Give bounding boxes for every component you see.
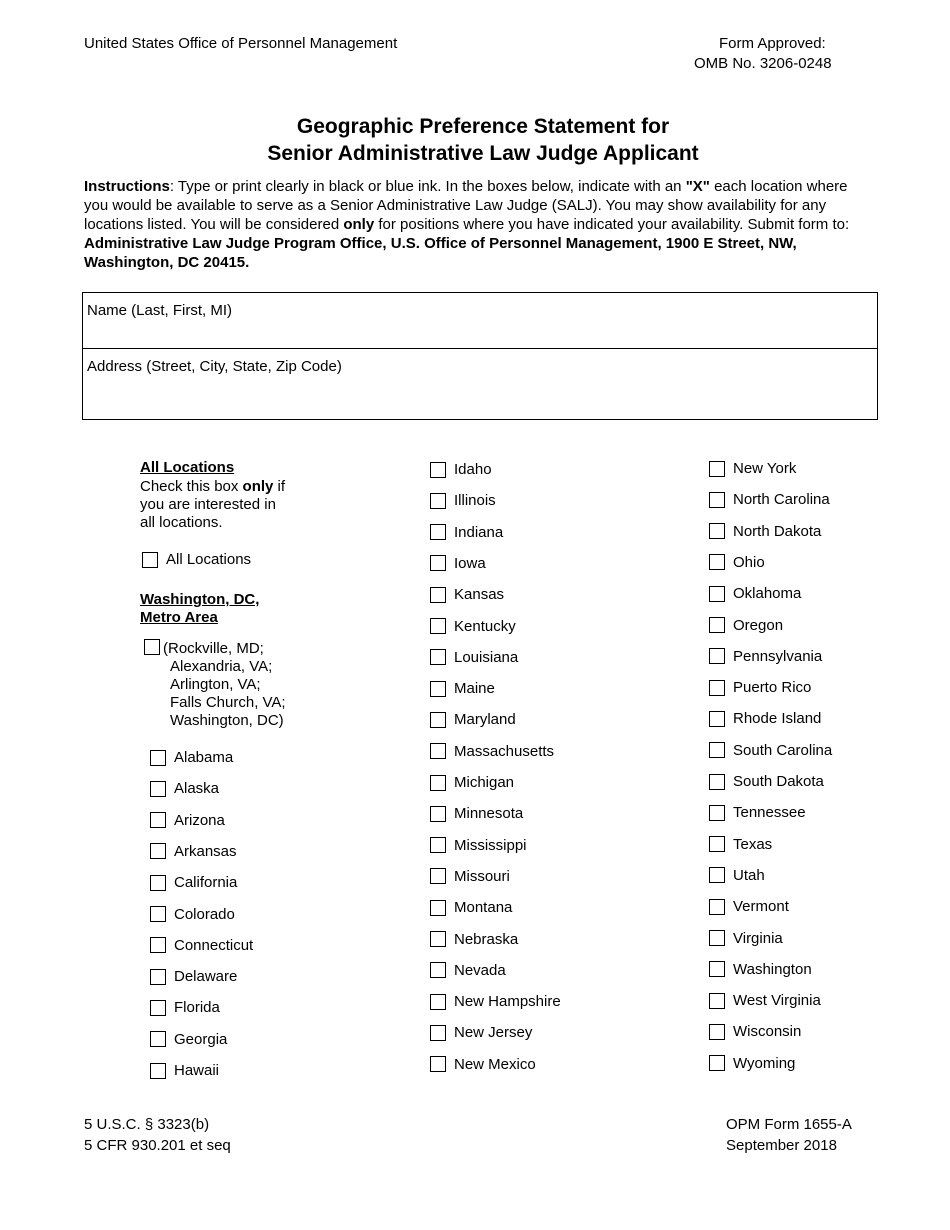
note-text-b: if	[273, 478, 286, 495]
state-label: Florida	[174, 999, 220, 1017]
state-checkbox-delaware[interactable]	[150, 969, 166, 985]
state-checkbox-new-york[interactable]	[709, 461, 725, 477]
state-label: Alabama	[174, 749, 234, 766]
state-label: Idaho	[454, 461, 492, 478]
state-option-mississippi	[430, 837, 527, 854]
state-label: Puerto Rico	[733, 679, 812, 697]
state-option-arizona	[150, 812, 225, 829]
all-locations-note	[140, 478, 285, 532]
metro-line-5: Washington, DC)	[170, 712, 284, 729]
title-line-2: Senior Administrative Law Judge Applicant	[267, 142, 699, 165]
state-checkbox-iowa[interactable]	[430, 555, 446, 571]
state-option-vermont	[709, 898, 789, 915]
state-checkbox-louisiana[interactable]	[430, 649, 446, 665]
state-option-north-carolina	[709, 491, 830, 508]
applicant-info-box	[82, 292, 878, 420]
state-label: Arkansas	[174, 842, 237, 860]
state-option-rhode-island	[709, 710, 821, 727]
state-label: Arizona	[174, 811, 225, 829]
metro-line-4: Falls Church, VA;	[170, 694, 286, 711]
footer-usc: 5 U.S.C. § 3323(b)	[84, 1116, 210, 1133]
address-label: Address (Street, City, State, Zip Code)	[87, 358, 342, 375]
metro-line-1: (Rockville, MD;	[163, 640, 264, 657]
state-option-maryland	[430, 711, 516, 728]
metro-area-locations	[163, 640, 286, 730]
state-checkbox-puerto-rico[interactable]	[709, 680, 725, 696]
state-checkbox-idaho[interactable]	[430, 462, 446, 478]
state-label: South Carolina	[733, 741, 833, 759]
state-option-alaska	[150, 780, 219, 797]
state-option-new-jersey	[430, 1024, 532, 1041]
omb-number: OMB No. 3206-0248	[694, 55, 832, 72]
form-approved-label: Form Approved:	[719, 35, 826, 52]
instructions-text-3: for positions where you have indicated your availability. Submit form to:	[374, 216, 850, 233]
state-option-south-carolina	[709, 742, 832, 759]
state-option-louisiana	[430, 649, 518, 666]
state-checkbox-georgia[interactable]	[150, 1031, 166, 1047]
state-option-indiana	[430, 524, 503, 541]
state-option-idaho	[430, 461, 492, 478]
instructions-x: "X"	[685, 178, 710, 195]
state-label: Maine	[454, 680, 495, 698]
state-label: Missouri	[454, 867, 510, 885]
instructions-label: Instructions	[84, 178, 170, 195]
state-checkbox-montana[interactable]	[430, 900, 446, 916]
state-option-illinois	[430, 492, 496, 509]
agency-name: United States Office of Personnel Management	[84, 35, 398, 52]
metro-line-3: Arlington, VA;	[170, 676, 261, 693]
state-label: Georgia	[174, 1030, 228, 1048]
state-label: New York	[733, 460, 797, 477]
state-option-new-york	[709, 460, 796, 477]
metro-heading	[140, 591, 259, 627]
state-checkbox-mississippi[interactable]	[430, 837, 446, 853]
state-option-alabama	[150, 749, 233, 766]
state-label: Wyoming	[733, 1054, 796, 1072]
state-label: Texas	[733, 835, 773, 853]
state-label: Utah	[733, 866, 765, 884]
all-locations-label: All Locations	[166, 551, 252, 568]
state-label: California	[174, 874, 238, 892]
state-label: Nebraska	[454, 930, 519, 948]
all-locations-option	[142, 551, 251, 568]
metro-line-2: Alexandria, VA;	[170, 658, 273, 675]
page-title	[0, 113, 950, 167]
state-label: Wisconsin	[733, 1023, 802, 1041]
state-checkbox-pennsylvania[interactable]	[709, 648, 725, 664]
state-checkbox-wisconsin[interactable]	[709, 1024, 725, 1040]
state-checkbox-new-jersey[interactable]	[430, 1025, 446, 1041]
state-label: Washington	[733, 960, 812, 978]
state-label: New Mexico	[454, 1055, 536, 1073]
footer-cfr: 5 CFR 930.201 et seq	[84, 1137, 231, 1154]
state-checkbox-west-virginia[interactable]	[709, 993, 725, 1009]
state-label: Illinois	[454, 492, 496, 510]
state-checkbox-utah[interactable]	[709, 867, 725, 883]
state-checkbox-connecticut[interactable]	[150, 937, 166, 953]
state-label: Rhode Island	[733, 710, 822, 728]
state-option-kentucky	[430, 618, 516, 635]
state-label: West Virginia	[733, 992, 821, 1010]
state-option-puerto-rico	[709, 679, 811, 696]
state-option-texas	[709, 836, 772, 853]
state-option-oklahoma	[709, 585, 801, 602]
metro-heading-line-1: Washington, DC,	[140, 591, 260, 608]
state-checkbox-new-hampshire[interactable]	[430, 994, 446, 1010]
state-checkbox-tennessee[interactable]	[709, 805, 725, 821]
state-option-new-mexico	[430, 1056, 536, 1073]
state-checkbox-minnesota[interactable]	[430, 806, 446, 822]
name-field[interactable]	[83, 293, 877, 349]
instructions-text-1: : Type or print clearly in black or blue ink. In the boxes below, indicate with an	[169, 178, 686, 195]
state-checkbox-wyoming[interactable]	[709, 1055, 725, 1071]
state-label: North Dakota	[733, 522, 822, 540]
instructions-text-2: each location where you would be available to serve as a Senior Administrative Law Judge (SALJ). You may show availability for any locations listed. You will be considered	[84, 178, 848, 233]
state-option-washington	[709, 961, 812, 978]
state-label: Michigan	[454, 774, 515, 791]
note-line-2: you are interested in	[140, 496, 276, 513]
state-option-arkansas	[150, 843, 237, 860]
title-line-1: Geographic Preference Statement for	[296, 115, 670, 138]
state-checkbox-maine[interactable]	[430, 681, 446, 697]
name-label: Name (Last, First, MI)	[87, 302, 233, 319]
state-option-ohio	[709, 554, 765, 571]
state-label: New Jersey	[454, 1024, 533, 1042]
state-checkbox-kansas[interactable]	[430, 587, 446, 603]
state-checkbox-florida[interactable]	[150, 1000, 166, 1016]
state-option-tennessee	[709, 804, 806, 821]
state-label: Delaware	[174, 968, 238, 986]
state-option-west-virginia	[709, 992, 821, 1009]
state-option-nevada	[430, 962, 506, 979]
footer-form-number: OPM Form 1655-A	[726, 1116, 852, 1133]
state-option-virginia	[709, 930, 783, 947]
state-checkbox-washington[interactable]	[709, 961, 725, 977]
state-checkbox-colorado[interactable]	[150, 906, 166, 922]
state-option-oregon	[709, 617, 783, 634]
footer-form-date: September 2018	[726, 1137, 837, 1154]
state-label: Maryland	[454, 711, 516, 729]
state-checkbox-arizona[interactable]	[150, 812, 166, 828]
footer-legal-citation	[84, 1114, 231, 1156]
state-option-georgia	[150, 1031, 227, 1048]
state-label: Hawaii	[174, 1062, 220, 1079]
state-label: New Hampshire	[454, 993, 561, 1011]
state-option-hawaii	[150, 1062, 219, 1079]
state-checkbox-ohio[interactable]	[709, 554, 725, 570]
state-label: Virginia	[733, 929, 783, 947]
state-checkbox-illinois[interactable]	[430, 493, 446, 509]
state-label: Louisiana	[454, 648, 519, 666]
metro-heading-line-2: Metro Area	[140, 609, 218, 626]
state-option-utah	[709, 867, 765, 884]
note-line-3: all locations.	[140, 514, 223, 531]
state-option-kansas	[430, 586, 504, 603]
state-label: South Dakota	[733, 773, 824, 790]
state-option-north-dakota	[709, 523, 821, 540]
state-option-iowa	[430, 555, 486, 572]
state-option-california	[150, 874, 237, 891]
state-option-nebraska	[430, 931, 518, 948]
state-label: Pennsylvania	[733, 647, 823, 665]
state-checkbox-missouri[interactable]	[430, 868, 446, 884]
state-checkbox-south-dakota[interactable]	[709, 774, 725, 790]
state-label: Nevada	[454, 961, 506, 979]
state-checkbox-nevada[interactable]	[430, 962, 446, 978]
instructions-only: only	[343, 216, 375, 233]
state-option-maine	[430, 680, 495, 697]
state-label: Oklahoma	[733, 585, 802, 603]
state-option-montana	[430, 899, 512, 916]
state-option-wisconsin	[709, 1023, 801, 1040]
state-checkbox-virginia[interactable]	[709, 930, 725, 946]
state-checkbox-alabama[interactable]	[150, 750, 166, 766]
note-text-a: Check this box	[140, 478, 243, 495]
state-checkbox-maryland[interactable]	[430, 712, 446, 728]
state-label: Ohio	[733, 553, 765, 571]
state-label: Massachusetts	[454, 742, 555, 760]
state-option-new-hampshire	[430, 993, 561, 1010]
state-label: Connecticut	[174, 936, 254, 954]
state-checkbox-kentucky[interactable]	[430, 618, 446, 634]
state-option-missouri	[430, 868, 510, 885]
state-option-pennsylvania	[709, 648, 822, 665]
instructions	[84, 177, 864, 272]
state-checkbox-nebraska[interactable]	[430, 931, 446, 947]
state-checkbox-rhode-island[interactable]	[709, 711, 725, 727]
state-label: Alaska	[174, 780, 220, 798]
note-only: only	[242, 478, 274, 495]
address-field[interactable]	[83, 349, 877, 421]
state-label: Mississippi	[454, 836, 527, 854]
state-checkbox-vermont[interactable]	[709, 899, 725, 915]
state-checkbox-alaska[interactable]	[150, 781, 166, 797]
all-locations-checkbox[interactable]	[142, 552, 158, 568]
state-option-minnesota	[430, 805, 523, 822]
state-label: Kansas	[454, 586, 505, 604]
state-checkbox-arkansas[interactable]	[150, 843, 166, 859]
state-label: Kentucky	[454, 617, 516, 635]
state-checkbox-north-dakota[interactable]	[709, 523, 725, 539]
state-checkbox-texas[interactable]	[709, 836, 725, 852]
state-option-massachusetts	[430, 743, 554, 760]
state-checkbox-oklahoma[interactable]	[709, 586, 725, 602]
metro-area-checkbox[interactable]	[144, 639, 160, 655]
all-locations-heading: All Locations	[140, 459, 235, 476]
state-checkbox-california[interactable]	[150, 875, 166, 891]
state-label: Colorado	[174, 905, 235, 923]
state-checkbox-oregon[interactable]	[709, 617, 725, 633]
state-option-florida	[150, 999, 220, 1016]
state-label: North Carolina	[733, 491, 830, 509]
state-option-michigan	[430, 774, 514, 791]
state-option-wyoming	[709, 1055, 795, 1072]
state-label: Iowa	[454, 554, 486, 572]
state-option-connecticut	[150, 937, 253, 954]
state-checkbox-north-carolina[interactable]	[709, 492, 725, 508]
submit-address: Administrative Law Judge Program Office, U.S. Office of Personnel Management, 1900 E Street, NW, Washington, DC 20415.	[84, 235, 797, 271]
state-option-colorado	[150, 906, 235, 923]
state-checkbox-indiana[interactable]	[430, 524, 446, 540]
state-label: Indiana	[454, 523, 504, 541]
state-label: Minnesota	[454, 805, 524, 823]
state-label: Montana	[454, 899, 513, 917]
state-label: Tennessee	[733, 804, 806, 822]
state-checkbox-new-mexico[interactable]	[430, 1056, 446, 1072]
state-label: Vermont	[733, 898, 789, 916]
state-option-south-dakota	[709, 773, 824, 790]
state-checkbox-hawaii[interactable]	[150, 1063, 166, 1079]
state-checkbox-massachusetts[interactable]	[430, 743, 446, 759]
footer-form-id	[726, 1114, 852, 1156]
state-checkbox-michigan[interactable]	[430, 775, 446, 791]
state-label: Oregon	[733, 616, 784, 634]
state-option-delaware	[150, 968, 237, 985]
state-checkbox-south-carolina[interactable]	[709, 742, 725, 758]
